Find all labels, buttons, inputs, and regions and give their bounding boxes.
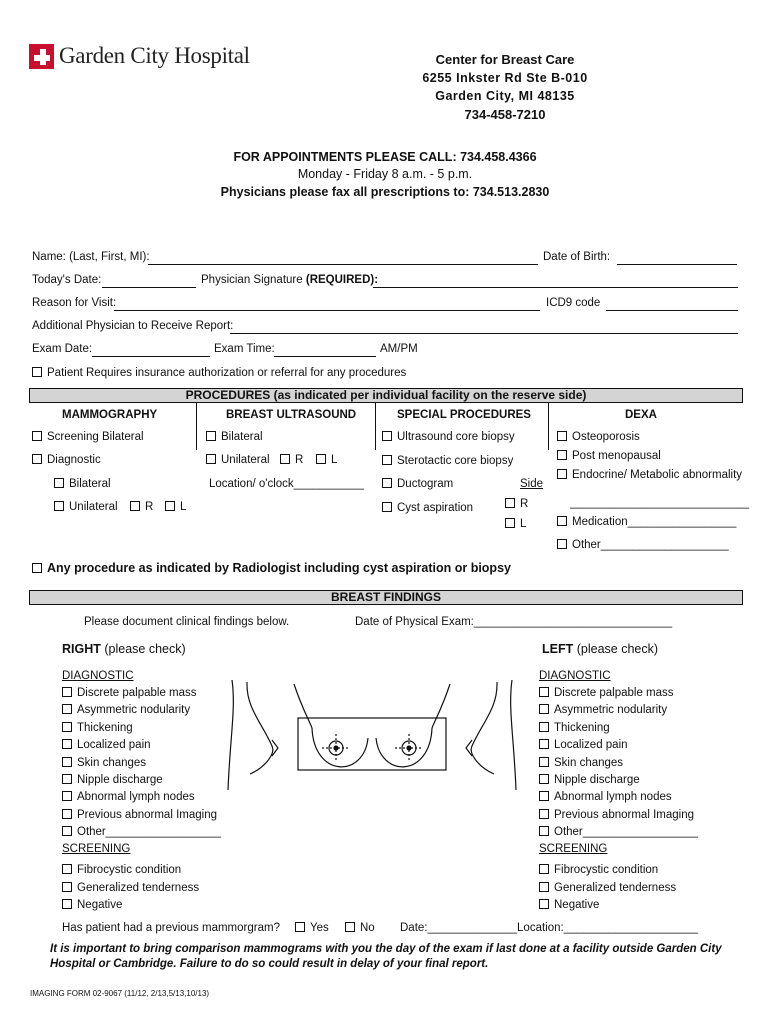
left-diagnostic-item[interactable] [539, 791, 672, 803]
medication-option[interactable] [557, 516, 736, 528]
name-label: Name: (Last, First, MI): [32, 251, 150, 263]
right-diagnostic-checkbox[interactable] [62, 722, 72, 732]
us-core-biopsy-label: Ultrasound core biopsy [397, 431, 515, 443]
right-diagnostic-checkbox[interactable] [62, 687, 72, 697]
right-diagnostic-checkbox[interactable] [62, 791, 72, 801]
left-diagnostic-label: Asymmetric nodularity [554, 704, 668, 717]
hospital-cross-icon [29, 44, 54, 69]
right-diagnostic-item[interactable] [62, 826, 221, 838]
additional-physician-field[interactable] [230, 333, 738, 334]
us-unilateral-option[interactable] [206, 454, 270, 466]
osteoporosis-option[interactable] [557, 431, 640, 443]
left-please-check: (please check) [576, 642, 659, 656]
left-heading [542, 642, 658, 656]
us-r-option[interactable] [280, 454, 303, 466]
left-diagnostic-item[interactable] [539, 739, 628, 751]
right-diagnostic-label: Abnormal lymph nodes [77, 791, 195, 804]
mammo-r-option[interactable] [130, 501, 153, 513]
dexa-other-option[interactable] [557, 539, 729, 551]
side-r-option[interactable] [505, 498, 528, 510]
endocrine-checkbox[interactable] [557, 469, 567, 479]
right-diagnostic-checkbox[interactable] [62, 826, 72, 836]
mammo-diagnostic-label: Diagnostic [47, 454, 101, 466]
procedures-bar [29, 388, 743, 403]
left-diagnostic-label: DIAGNOSTIC [539, 670, 611, 682]
stereo-biopsy-label: Sterotactic core biopsy [397, 455, 514, 467]
any-procedure-option[interactable] [32, 561, 511, 575]
dob-label: Date of Birth: [543, 251, 611, 263]
mammo-screening-label: Screening Bilateral [47, 431, 144, 443]
us-l-option[interactable] [316, 454, 337, 466]
us-core-biopsy-option[interactable] [382, 431, 515, 443]
left-diagnostic-checkbox[interactable] [539, 704, 549, 714]
left-screening-item[interactable] [539, 864, 658, 876]
side-l-label: L [520, 518, 527, 530]
right-screening-item[interactable] [62, 899, 122, 911]
left-screening-label: Generalized tenderness [554, 881, 677, 894]
fax-line: Physicians please fax all prescriptions to: 734.513.2830 [220, 185, 550, 199]
right-heading [62, 642, 186, 656]
additional-physician-label: Additional Physician to Receive Report: [32, 320, 234, 332]
left-diagnostic-item[interactable] [539, 774, 640, 786]
dexa-blank-field[interactable]: ____________________________ [570, 497, 750, 509]
left-screening-checkbox[interactable] [539, 899, 549, 909]
any-procedure-checkbox[interactable] [32, 563, 42, 573]
left-screening-label: Fibrocystic condition [554, 864, 659, 876]
prev-mammo-no-option[interactable] [345, 922, 375, 934]
left-diagnostic-checkbox[interactable] [539, 826, 549, 836]
side-label: Side [520, 478, 544, 490]
mammo-diagnostic-option[interactable] [32, 454, 101, 466]
right-screening-label: Fibrocystic condition [77, 864, 182, 876]
post-menopausal-label: Post menopausal [572, 450, 661, 462]
mammo-unilateral-checkbox[interactable] [54, 501, 64, 511]
left-diagnostic-item[interactable] [539, 687, 674, 699]
divider-2 [375, 403, 376, 450]
us-unilateral-checkbox[interactable] [206, 454, 216, 464]
us-l-label: L [331, 454, 338, 466]
right-diagnostic-label: Nipple discharge [77, 774, 163, 786]
comparison-notice: It is important to bring comparison mammograms with you the day of the exam if last done at a facility outside Garden City Hospital or Cambridge. Failure to do so could result in delay of your final report. [50, 943, 722, 970]
post-menopausal-checkbox[interactable] [557, 450, 567, 460]
left-diagnostic-label: Thickening [554, 721, 610, 734]
todays-date-label: Today's Date: [32, 274, 102, 286]
prev-mammo-question: Has patient had a previous mammorgram? [62, 922, 280, 934]
right-diagnostic-item[interactable] [62, 722, 133, 734]
cyst-aspiration-label: Cyst aspiration [397, 502, 474, 514]
right-diagnostic-label: Asymmetric nodularity [77, 704, 191, 717]
mammo-unilateral-label: Unilateral [69, 501, 118, 513]
left-diagnostic-label: Localized pain [554, 739, 628, 752]
right-diagnostic-label: Other__________________ [77, 826, 221, 839]
insurance-checkbox[interactable] [32, 367, 42, 377]
mammo-bilateral-checkbox[interactable] [54, 478, 64, 488]
left-diagnostic-label: Nipple discharge [554, 774, 640, 786]
osteoporosis-label: Osteoporosis [572, 431, 640, 443]
right-diagnostic-checkbox[interactable] [62, 809, 72, 819]
physician-signature-text: Physician Signature [201, 274, 303, 286]
prev-mammo-no-checkbox[interactable] [345, 922, 355, 932]
right-please-check: (please check) [104, 642, 186, 656]
divider-1 [196, 403, 197, 450]
prev-mammo-date-location[interactable]: Date:______________Location:_____________________ [400, 922, 699, 934]
left-diagnostic-label: Other__________________ [554, 826, 698, 839]
right-diagnostic-item[interactable] [62, 774, 163, 786]
exam-date-label: Exam Date: [32, 343, 93, 355]
left-screening-checkbox[interactable] [539, 882, 549, 892]
required-text: (REQUIRED): [305, 274, 379, 286]
right-screening-label: Generalized tenderness [77, 881, 200, 894]
icd9-field[interactable] [606, 310, 738, 311]
right-diagnostic-label: Skin changes [77, 756, 147, 769]
left-diagnostic-item[interactable] [539, 722, 610, 734]
mammo-l-label: L [180, 501, 187, 513]
mammo-r-checkbox[interactable] [130, 501, 140, 511]
mammo-l-checkbox[interactable] [165, 501, 175, 511]
dexa-other-checkbox[interactable] [557, 539, 567, 549]
post-menopausal-option[interactable] [557, 450, 661, 462]
medication-checkbox[interactable] [557, 516, 567, 526]
medication-label: Medication_________________ [572, 516, 737, 528]
dob-field[interactable] [617, 264, 737, 265]
left-diagnostic-checkbox[interactable] [539, 687, 549, 697]
center-address: 6255 Inkster Rd Ste B-010 [422, 71, 588, 85]
cyst-aspiration-checkbox[interactable] [382, 502, 392, 512]
name-field[interactable] [148, 264, 538, 265]
right-diagnostic-label: Previous abnormal Imaging [77, 808, 217, 821]
mammo-bilateral-label: Bilateral [69, 478, 111, 490]
left-diagnostic-label: Skin changes [554, 756, 624, 769]
prev-mammo-no-label: No [360, 922, 375, 934]
stereo-biopsy-option[interactable] [382, 455, 513, 467]
exam-time-label: Exam Time: [214, 343, 275, 355]
left-diagnostic-item[interactable] [539, 809, 694, 821]
right-diagnostic-label: Discrete palpable mass [77, 687, 197, 699]
appointments-line: FOR APPOINTMENTS PLEASE CALL: 734.458.4366 [233, 150, 537, 164]
right-diagnostic-item[interactable] [62, 739, 151, 751]
us-r-label: R [295, 454, 304, 466]
left-diagnostic-item[interactable] [539, 704, 667, 716]
reason-field[interactable] [114, 310, 540, 311]
document-note: Please document clinical findings below. [84, 616, 290, 628]
icd9-label: ICD9 code [546, 297, 601, 309]
left-diagnostic-checkbox[interactable] [539, 791, 549, 801]
right-screening-item[interactable] [62, 864, 181, 876]
right-screening-label: SCREENING [62, 843, 131, 855]
physician-signature-field[interactable] [373, 287, 738, 288]
prev-mammo-yes-label: Yes [310, 922, 329, 934]
left-diagnostic-checkbox[interactable] [539, 739, 549, 749]
us-l-checkbox[interactable] [316, 454, 326, 464]
left-diagnostic-checkbox[interactable] [539, 774, 549, 784]
right-diagnostic-item[interactable] [62, 757, 146, 769]
mammo-screening-checkbox[interactable] [32, 431, 42, 441]
left-screening-item[interactable] [539, 899, 599, 911]
osteoporosis-checkbox[interactable] [557, 431, 567, 441]
dexa-other-label: Other____________________ [572, 539, 729, 551]
right-diagnostic-label: Localized pain [77, 739, 151, 752]
left-diagnostic-checkbox[interactable] [539, 757, 549, 767]
right-diagnostic-checkbox[interactable] [62, 774, 72, 784]
findings-bar [29, 590, 743, 605]
exam-time-field[interactable] [274, 356, 376, 357]
date-physical-exam[interactable]: Date of Physical Exam:_______________________________ [355, 616, 673, 628]
endocrine-label: Endocrine/ Metabolic abnormality [572, 469, 743, 481]
us-location-field[interactable]: Location/ o'clock___________ [209, 478, 365, 490]
breast-diagram [222, 678, 522, 796]
hospital-logo [29, 43, 250, 69]
mammo-diagnostic-checkbox[interactable] [32, 454, 42, 464]
left-diagnostic-item[interactable] [539, 757, 623, 769]
reason-label: Reason for Visit: [32, 297, 117, 309]
left-diagnostic-item[interactable] [539, 826, 698, 838]
right-diagnostic-label: Thickening [77, 721, 133, 734]
left-screening-label: SCREENING [539, 843, 608, 855]
divider-3 [548, 403, 549, 450]
hospital-name: Garden City Hospital [59, 43, 250, 68]
us-unilateral-label: Unilateral [221, 454, 270, 466]
physician-signature-label [201, 274, 378, 286]
dexa-header: DEXA [625, 409, 657, 421]
left-bold: LEFT [542, 642, 574, 656]
findings-title: BREAST FINDINGS [330, 590, 441, 604]
todays-date-field[interactable] [102, 287, 196, 288]
right-diagnostic-checkbox[interactable] [62, 704, 72, 714]
us-core-biopsy-checkbox[interactable] [382, 431, 392, 441]
cyst-aspiration-option[interactable] [382, 502, 473, 514]
center-phone: 734-458-7210 [464, 107, 546, 122]
form-id: IMAGING FORM 02-9067 (11/12, 2/13,5/13,10/13) [30, 989, 210, 998]
right-diagnostic-item[interactable] [62, 791, 195, 803]
side-r-checkbox[interactable] [505, 498, 515, 508]
exam-date-field[interactable] [92, 356, 210, 357]
mammo-unilateral-option[interactable] [54, 501, 118, 513]
ductogram-checkbox[interactable] [382, 478, 392, 488]
right-diagnostic-item[interactable] [62, 809, 217, 821]
ampm-label: AM/PM [380, 343, 418, 355]
insurance-text: Patient Requires insurance authorization or referral for any procedures [47, 367, 407, 379]
side-l-option[interactable] [505, 518, 526, 530]
left-diagnostic-label: Previous abnormal Imaging [554, 808, 694, 821]
left-screening-item[interactable] [539, 882, 676, 894]
mammography-header: MAMMOGRAPHY [62, 409, 158, 421]
ultrasound-header: BREAST ULTRASOUND [226, 409, 357, 421]
left-diagnostic-checkbox[interactable] [539, 722, 549, 732]
prev-mammo-yes-option[interactable] [295, 922, 329, 934]
left-screening-checkbox[interactable] [539, 864, 549, 874]
side-r-label: R [520, 498, 529, 510]
us-bilateral-label: Bilateral [221, 431, 263, 443]
hours-line: Monday - Friday 8 a.m. - 5 p.m. [297, 167, 473, 181]
us-r-checkbox[interactable] [280, 454, 290, 464]
ductogram-option[interactable] [382, 478, 453, 490]
us-bilateral-checkbox[interactable] [206, 431, 216, 441]
right-screening-checkbox[interactable] [62, 882, 72, 892]
right-screening-checkbox[interactable] [62, 864, 72, 874]
ductogram-label: Ductogram [397, 478, 454, 490]
left-diagnostic-label: Discrete palpable mass [554, 687, 674, 699]
us-bilateral-option[interactable] [206, 431, 263, 443]
mammo-r-label: R [145, 501, 154, 513]
stereo-biopsy-checkbox[interactable] [382, 455, 392, 465]
prev-mammo-yes-checkbox[interactable] [295, 922, 305, 932]
mammo-bilateral-option[interactable] [54, 478, 111, 490]
right-diagnostic-item[interactable] [62, 704, 190, 716]
left-screening-label: Negative [554, 899, 600, 911]
mammo-l-option[interactable] [165, 501, 186, 513]
mammo-screening-option[interactable] [32, 431, 144, 443]
any-procedure-label: Any procedure as indicated by Radiologist including cyst aspiration or biopsy [47, 561, 511, 575]
right-diagnostic-checkbox[interactable] [62, 757, 72, 767]
procedures-title: PROCEDURES (as indicated per individual facility on the reserve side) [185, 388, 587, 402]
right-screening-checkbox[interactable] [62, 899, 72, 909]
right-screening-item[interactable] [62, 882, 199, 894]
side-l-checkbox[interactable] [505, 518, 515, 528]
right-diagnostic-label: DIAGNOSTIC [62, 670, 134, 682]
endocrine-option[interactable] [557, 469, 742, 481]
right-diagnostic-item[interactable] [62, 687, 197, 699]
right-bold: RIGHT [62, 642, 101, 656]
right-diagnostic-checkbox[interactable] [62, 739, 72, 749]
left-diagnostic-checkbox[interactable] [539, 809, 549, 819]
center-name: Center for Breast Care [435, 52, 575, 67]
left-diagnostic-label: Abnormal lymph nodes [554, 791, 672, 804]
special-header: SPECIAL PROCEDURES [397, 409, 531, 421]
center-city: Garden City, MI 48135 [435, 89, 575, 103]
right-screening-label: Negative [77, 899, 123, 911]
insurance-row[interactable] [32, 367, 406, 379]
